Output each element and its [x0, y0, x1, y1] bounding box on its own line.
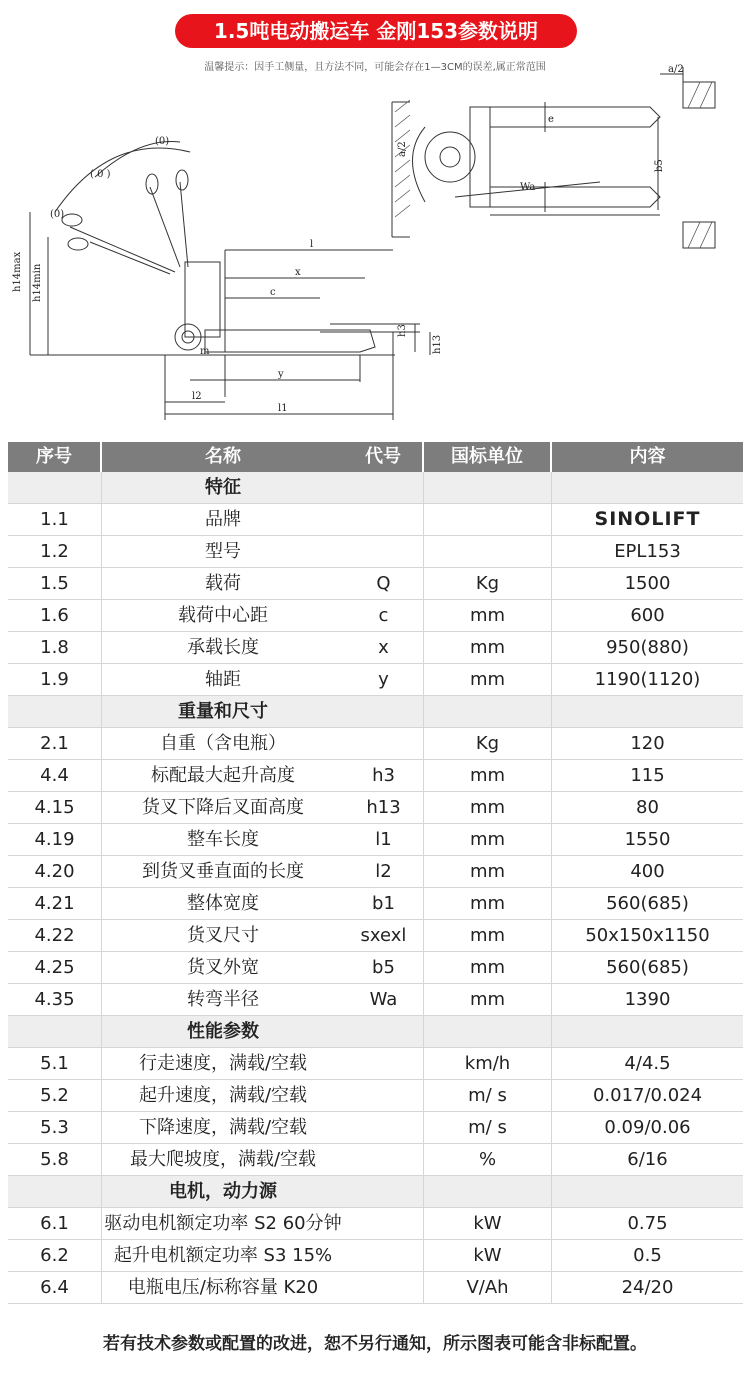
row-name-cell	[102, 728, 344, 759]
row-unit	[424, 504, 552, 535]
row-unit: kW	[424, 1240, 552, 1271]
pallet-truck-diagram	[0, 62, 750, 440]
section-spacer	[424, 1176, 552, 1207]
row-name: 标配最大起升高度	[151, 765, 295, 786]
row-name: 到货叉垂直面的长度	[142, 861, 304, 882]
h14max-label: h14max	[12, 251, 23, 292]
c-label: c	[270, 287, 276, 298]
row-value: 120	[630, 733, 665, 754]
row-no: 6.1	[8, 1208, 102, 1239]
section-spacer	[552, 472, 743, 503]
row-value: 0.09/0.06	[604, 1117, 691, 1138]
l2-label: l2	[192, 391, 202, 402]
row-unit: V/Ah	[424, 1272, 552, 1303]
row-no: 1.8	[8, 632, 102, 663]
row-no: 6.2	[8, 1240, 102, 1271]
row-unit: mm	[424, 792, 552, 823]
row-unit	[424, 536, 552, 567]
measurement-tip: 温馨提示：因手工侧量，且方法不同，可能会存在1—3CM的误差,属正常范围	[204, 62, 546, 73]
row-unit: mm	[424, 856, 552, 887]
row-name: 货叉下降后叉面高度	[142, 797, 304, 818]
row-name: 载荷中心距	[178, 605, 268, 626]
table-row	[8, 760, 743, 792]
row-code: b1	[344, 888, 424, 919]
row-code	[344, 728, 424, 759]
table-row	[8, 952, 743, 984]
table-row	[8, 1144, 743, 1176]
table-row	[8, 728, 743, 760]
table-row	[8, 888, 743, 920]
h13-label: h13	[432, 334, 443, 354]
row-code: Q	[344, 568, 424, 599]
row-name: 下降速度，满载/空载	[138, 1117, 308, 1138]
section-row	[8, 472, 743, 504]
row-name: 行走速度，满载/空载	[138, 1053, 308, 1074]
row-value: 560(685)	[606, 893, 689, 914]
row-unit: km/h	[424, 1048, 552, 1079]
row-name-cell	[102, 536, 344, 567]
section-spacer	[424, 1016, 552, 1047]
row-value: 1550	[624, 829, 671, 850]
row-code: h13	[344, 792, 424, 823]
table-row	[8, 1080, 743, 1112]
section-title: 性能参数	[187, 1021, 259, 1042]
table-row	[8, 536, 743, 568]
row-name-cell	[102, 920, 344, 951]
section-title: 特征	[205, 477, 241, 498]
row-name: 整体宽度	[187, 893, 259, 914]
row-value: 6/16	[627, 1149, 668, 1170]
a2-left-label: a/2	[397, 141, 408, 157]
section-no	[8, 696, 102, 727]
row-name: 电瓶电压/标称容量 K20	[127, 1277, 319, 1298]
row-name-cell	[102, 1112, 344, 1143]
m-label: m	[200, 346, 210, 357]
row-no: 4.20	[8, 856, 102, 887]
table-row	[8, 1208, 743, 1240]
row-value: EPL153	[614, 541, 681, 562]
table-row	[8, 1112, 743, 1144]
row-value: 80	[636, 797, 659, 818]
row-name-cell	[102, 952, 344, 983]
row-code: l1	[344, 824, 424, 855]
row-code: Wa	[344, 984, 424, 1015]
x-label: x	[295, 267, 301, 278]
angle-label-3: (0)	[155, 136, 170, 147]
page-title: 1.5吨电动搬运车 金刚153参数说明	[175, 14, 577, 48]
row-no: 4.22	[8, 920, 102, 951]
b5-label: b5	[654, 159, 665, 172]
row-code: x	[344, 632, 424, 663]
row-no: 4.21	[8, 888, 102, 919]
h3-label: h3	[397, 324, 408, 337]
row-name-cell	[102, 856, 344, 887]
spec-table	[8, 442, 743, 1304]
row-unit: mm	[424, 760, 552, 791]
row-unit: m/ s	[424, 1112, 552, 1143]
row-unit: %	[424, 1144, 552, 1175]
row-no: 5.1	[8, 1048, 102, 1079]
row-unit: mm	[424, 664, 552, 695]
row-name-cell	[102, 504, 344, 535]
angle-label-1: (0)	[50, 209, 65, 220]
row-name: 品牌	[205, 509, 241, 530]
section-spacer	[424, 696, 552, 727]
row-no: 2.1	[8, 728, 102, 759]
row-value: 600	[630, 605, 665, 626]
row-name: 起升速度，满载/空载	[138, 1085, 308, 1106]
row-no: 5.3	[8, 1112, 102, 1143]
row-name-cell	[102, 1080, 344, 1111]
row-name-cell	[102, 664, 344, 695]
row-unit: Kg	[424, 568, 552, 599]
row-unit: mm	[424, 984, 552, 1015]
row-no: 5.2	[8, 1080, 102, 1111]
row-name: 型号	[205, 541, 241, 562]
section-spacer	[344, 1016, 424, 1047]
row-name: 自重（含电瓶）	[160, 733, 286, 754]
row-value: 1500	[624, 573, 671, 594]
row-name-cell	[102, 760, 344, 791]
row-no: 4.25	[8, 952, 102, 983]
table-row	[8, 568, 743, 600]
row-name: 载荷	[205, 573, 241, 594]
h14min-label: h14min	[32, 263, 43, 302]
table-row	[8, 920, 743, 952]
row-unit: mm	[424, 888, 552, 919]
y-label: y	[278, 369, 284, 380]
row-code: sxexl	[344, 920, 424, 951]
section-spacer	[344, 1176, 424, 1207]
angle-label-2: ( 0 )	[90, 169, 111, 180]
row-value: 950(880)	[606, 637, 689, 658]
footer-note: 若有技术参数或配置的改进，恕不另行通知，所示图表可能含非标配置。	[103, 1334, 647, 1354]
row-code	[344, 1048, 424, 1079]
row-no: 4.15	[8, 792, 102, 823]
row-no: 6.4	[8, 1272, 102, 1303]
header-name: 名称	[205, 446, 241, 467]
section-spacer	[552, 696, 743, 727]
row-code: l2	[344, 856, 424, 887]
row-unit: mm	[424, 952, 552, 983]
row-value: 560(685)	[606, 957, 689, 978]
row-no: 4.4	[8, 760, 102, 791]
table-row	[8, 632, 743, 664]
row-value: 1390	[624, 989, 671, 1010]
row-code: y	[344, 664, 424, 695]
section-spacer	[552, 1176, 743, 1207]
row-unit: mm	[424, 632, 552, 663]
row-name-cell	[102, 1272, 344, 1303]
row-name-cell	[102, 792, 344, 823]
row-value: 400	[630, 861, 665, 882]
row-value: 115	[630, 765, 665, 786]
row-name: 驱动电机额定功率 S2 60分钟	[104, 1213, 342, 1234]
table-row	[8, 1272, 743, 1304]
section-spacer	[552, 1016, 743, 1047]
table-row	[8, 664, 743, 696]
row-unit: Kg	[424, 728, 552, 759]
row-no: 1.6	[8, 600, 102, 631]
row-value: 50x150x1150	[585, 925, 710, 946]
header-code: 代号	[344, 442, 424, 472]
row-name: 转弯半径	[187, 989, 259, 1010]
row-code	[344, 1208, 424, 1239]
row-unit: mm	[424, 600, 552, 631]
row-name: 货叉尺寸	[187, 925, 259, 946]
row-code	[344, 1272, 424, 1303]
row-code	[344, 1144, 424, 1175]
row-no: 1.1	[8, 504, 102, 535]
row-name-cell	[102, 824, 344, 855]
row-code	[344, 536, 424, 567]
wa-label: Wa	[520, 182, 536, 193]
row-name: 整车长度	[187, 829, 259, 850]
row-name: 最大爬坡度，满载/空载	[129, 1149, 317, 1170]
row-name-cell	[102, 1240, 344, 1271]
row-code	[344, 504, 424, 535]
row-name: 承载长度	[187, 637, 259, 658]
row-unit: m/ s	[424, 1080, 552, 1111]
section-spacer	[344, 696, 424, 727]
e-label: e	[548, 114, 554, 125]
header-unit: 国标单位	[424, 442, 552, 472]
section-no	[8, 1176, 102, 1207]
section-no	[8, 472, 102, 503]
table-row	[8, 504, 743, 536]
row-name-cell	[102, 1048, 344, 1079]
row-value: 4/4.5	[624, 1053, 671, 1074]
l1-label: l1	[278, 403, 288, 414]
l-label: l	[310, 239, 314, 250]
table-row	[8, 824, 743, 856]
row-code: h3	[344, 760, 424, 791]
brand-logo: SINOLIFT	[594, 508, 701, 530]
row-no: 4.35	[8, 984, 102, 1015]
table-row	[8, 984, 743, 1016]
row-code: b5	[344, 952, 424, 983]
section-row	[8, 696, 743, 728]
header-value: 内容	[629, 446, 666, 467]
row-value: 1190(1120)	[594, 669, 701, 690]
section-title: 电机，动力源	[169, 1181, 277, 1202]
a2-top-label: a/2	[668, 64, 684, 75]
table-row	[8, 1240, 743, 1272]
section-row	[8, 1016, 743, 1048]
row-code	[344, 1240, 424, 1271]
row-no: 1.2	[8, 536, 102, 567]
row-name: 货叉外宽	[187, 957, 259, 978]
table-row	[8, 1048, 743, 1080]
row-no: 4.19	[8, 824, 102, 855]
section-no	[8, 1016, 102, 1047]
section-row	[8, 1176, 743, 1208]
row-name-cell	[102, 1144, 344, 1175]
row-name-cell	[102, 1208, 344, 1239]
row-unit: mm	[424, 920, 552, 951]
row-no: 1.9	[8, 664, 102, 695]
row-unit: kW	[424, 1208, 552, 1239]
table-row	[8, 856, 743, 888]
row-value: 0.017/0.024	[592, 1085, 703, 1106]
table-row	[8, 600, 743, 632]
row-name: 轴距	[205, 669, 241, 690]
section-title: 重量和尺寸	[178, 701, 268, 722]
table-body	[8, 472, 743, 1304]
row-name: 起升电机额定功率 S3 15%	[113, 1245, 333, 1266]
table-row	[8, 792, 743, 824]
row-name-cell	[102, 568, 344, 599]
row-code	[344, 1112, 424, 1143]
row-no: 5.8	[8, 1144, 102, 1175]
row-value: 0.5	[633, 1245, 662, 1266]
row-code	[344, 1080, 424, 1111]
row-name-cell	[102, 600, 344, 631]
header-no: 序号	[8, 442, 102, 472]
section-spacer	[344, 472, 424, 503]
row-no: 1.5	[8, 568, 102, 599]
row-unit: mm	[424, 824, 552, 855]
row-code: c	[344, 600, 424, 631]
section-spacer	[424, 472, 552, 503]
row-name-cell	[102, 888, 344, 919]
row-name-cell	[102, 632, 344, 663]
row-name-cell	[102, 984, 344, 1015]
table-header	[8, 442, 743, 472]
row-value: 24/20	[621, 1277, 674, 1298]
row-value: 0.75	[627, 1213, 668, 1234]
